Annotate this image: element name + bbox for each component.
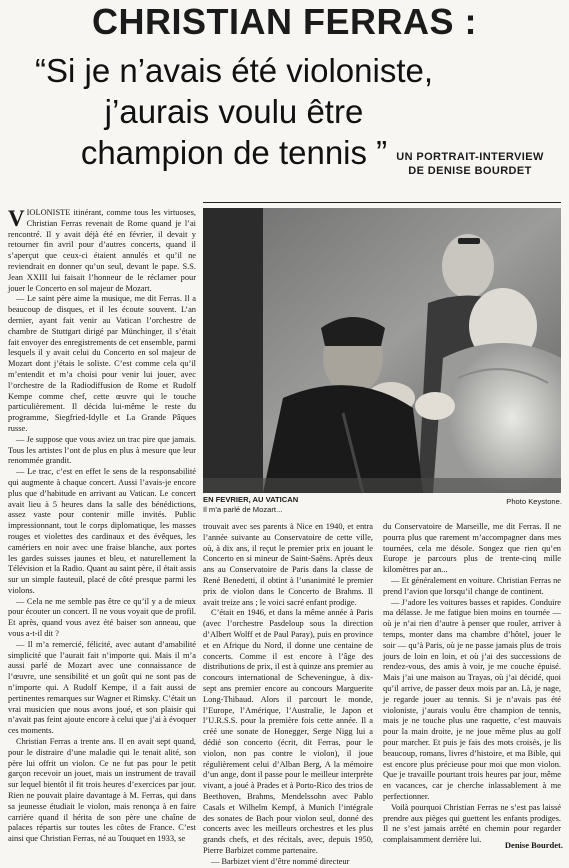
byline [380,150,560,178]
drop-cap: V [8,206,25,231]
article-paragraph: — Le trac, c’est en effet le sens de la responsabilité qui augmente à chaque concert. Aussi l’avais-je encore plus que d’habitude en arrivant au Vatican. Le concert avait lieu à 5 heures dans la salle des bénédictions, assez vaste pour contenir mille invités. Public impressionnant, tout le corps diplomatique, les masses rouges et violettes des cardinaux et des évêques, les camériers en noir avec une fraise blanche, aux portes les gardes suisses jaunes et bleu, et naturellement la Télévision et la Radio. Quant au saint père, il était assis sur un simple fauteuil, placé de côté presque parmi les violons. [8,467,196,595]
headline-title: CHRISTIAN FERRAS : [92,1,477,42]
article-paragraph: VIOLONISTE itinérant, comme tous les virtuoses, Christian Ferras revenait de Rome quand je l’ai rencontré. Il y avait déjà été en février, il devait y retourner fin avril pour d’autres concerts, quand il s’aperçut que ceux-ci étaient annulés et qu’il ne reviendrait en donner qu’un seul, devant le pape. S.S. Jean XXIII lui faisait l’honneur de le réclamer pour jouer le Concerto en sol majeur de Mozart. [8,206,196,293]
author-signature: Denise Bourdet. [504,840,563,850]
quote-line: champion de tennis ” [80,134,388,171]
article-column-2 [203,522,373,866]
article-paragraph: — Cela ne me semble pas être ce qu’il y a de mieux pour écouter un concert. Il ne vous voyait que de profil. Et après, quand vous avez été baiser son anneau, que vous a-t-il dit ? [8,596,196,639]
article-paragraph: trouvait avec ses parents à Nice en 1940, et entra l’année suivante au Conservatoire de cette ville, où, à dix ans, il reçut le premier prix en jouant le Concerto en si mineur de Saint-Saëns. Après deux ans au Conservatoire de Paris dans la classe de René Benedetti, il obtint à l’unanimité le premier prix de violon dans le Concerto de Brahms. Il avait treize ans ; le voici sacré enfant prodige. [203,522,373,607]
caption-line: EN FEVRIER, AU VATICAN [203,495,299,504]
caption-line: Il m’a parlé de Mozart... [203,504,283,514]
article-column-1 [8,208,196,853]
quote-line: j’aurais voulu être [104,93,364,130]
byline-line: UN PORTRAIT-INTERVIEW [396,151,544,163]
quote-line: “Si je n’avais été violoniste, [34,52,434,89]
article-paragraph: — Barbizet vient d’être nommé directeur [211,856,350,866]
article-paragraph: — Et généralement en voiture. Christian Ferras ne prend l’avion que lorsqu’il change de continent. [383,575,561,596]
article-paragraph: — Il m’a remercié, félicité, avec autant d’amabilité simplicité que l’aurait fait n’importe qui. Mais il m’a aussi parlé de Mozart avec une connaissance de l’œuvre, une sensibilité et un goût qui ne sont pas de n’importe qui. A Rudolf Kempe, il a fait aussi de pertinentes remarques sur Wagner et Rimsky. C’était un vrai musicien que nous avons joué, et son plaisir qui n’avait pas feint ajoute encore à celui que j’ai à évoquer ces moments. [8,639,196,736]
article-column-3 [383,522,561,845]
byline-line: DE DENISE BOURDET [408,165,532,177]
article-paragraph: C’était en 1946, et dans la même année à Paris (avec l’orchestre Pasdeloup sous la direction d’Albert Wolff et de Paul Paray), puis en province et en Afrique du Nord, il donne une centaine de concerts. Comme il est encore à l’âge des distributions de prix, il est à quinze ans premier au concours international de Scheveningue, à dix-sept ans premier encore au concours Marguerite Long-Thibaud. Alors il parcourt le monde, l’Europe, l’Amérique, l’Australie, le Japon et l’U.R.S.S. pour la première fois cette année. Il a créé une sonate de Honegger, Serge Nigg lui a dédié son concerto (écrit, dit Ferras, pour le violon, non pas contre le violon), il joue régulièrement celui d’Alban Berg, A la mémoire d’un ange, dont il passe pour le meilleur interprète vivant, a joué à Prades et à Porto-Rico des trios de Beethoven, Brahms, Mendelssohn avec Pablo Casals et Wilhelm Kempf, à Munich l’intégrale des sonates de Bach pour violon seul, donné des concerts avec les meilleurs orchestres et les plus grands chefs, et des récitals, avec, depuis 1950, Pierre Barbizet comme partenaire. [203,608,373,855]
article-paragraph: du Conservatoire de Marseille, me dit Ferras. Il ne pourra plus que rarement m’accompagner dans mes tournées, cela me désole. Songez que rien qu’en Europe je parcours plus de trente-cinq mille kilomètres par an... [383,522,561,575]
article-paragraph: — Je suppose que vous aviez un trac pire que jamais. Tous les artistes l’ont de plus en plus à mesure que leur renommée grandit. [8,434,196,466]
vatican-photo [203,208,561,493]
article-paragraph: — Le saint père aime la musique, me dit Ferras. Il a beaucoup de disques, et il les écoute souvent. L’an dernier, ayant fait venir au Vatican l’orchestre de chambre de Stuttgart dirigé par Münchinger, il s’était fait envoyer des enregistrements de cet ensemble, parmi lesquels il y avait celui du Concerto en sol majeur de Mozart dont j’étais le soliste. C’est comme cela qu’il m’entendit et m’a choisi pour venir lui jouer, avec l’orchestre de la Radiodiffusion de Rome et Rudolf Kempe comme chef, cette œuvre qui le touche particulièrement. Il décida lui-même le reste du programme, Siegfried-Idylle et La Grande Pâques russe. [8,294,196,433]
photo-caption [203,495,453,514]
article-paragraph: Voilà pourquoi Christian Ferras ne s’est pas laissé prendre aux pièges qui guettent les enfants prodiges. Il ne s’est jamais arrêté en chemin pour regarder complaisamment derrière lui. [383,802,561,845]
photo-credit: Photo Keystone. [506,497,562,506]
divider [203,202,561,203]
article-paragraph: Christian Ferras a trente ans. Il en avait sept quand, pour le distraire d’une maladie qui le tenait alité, son père lui offrit un violon. Ce ne fut pas pour le petit garçon recevoir un jouet, mais un instrument de travail sur lequel bientôt il fit trois heures d’exercices par jour. Rien ne pouvait plaire davantage à M. Ferras, qui dans sa jeunesse étudiait le violon, mais renonça à en faire carrière quand il hérita de son père une chaîne de palaces répartis sur toutes les côtes de France. C’est ainsi que Christian Ferras, né au Touquet en 1933, se [8,737,196,844]
article-paragraph: — J’adore les voitures basses et rapides. Conduire ma délasse. Je me fatigue bien moins en tournée — où je n’ai rien d’autre à penser que rouler, arriver à temps, monter dans ma chambre d’hôtel, jouer le soir — qu’à Paris, où je ne passe jamais plus de trois jours de loin en loin, et où j’ai des successions de rendez-vous, des amis à voir, je me couche épuisé. Mais j’ai une maison au Trayas, où j’ai décidé, quoi qu’il arrive, de passer deux mois par an. Là, je nage, je regarde jouer au tennis. Si je n’avais pas été violoniste, j’aurais voulu être champion de tennis, mais je ne touche plus une raquette, c’est mauvais pour la main droite, je ne joue même plus au golf pour marcher. Et puis je fais des mots croisés, je lis beaucoup, romans, livres d’histoire, et ma Bible, qui est encore plus précieuse pour moi que mon violon. Que je travaille pourtant trois heures par jour, même en vacances, car je cherche inlassablement à me perfectionner. [383,597,561,801]
